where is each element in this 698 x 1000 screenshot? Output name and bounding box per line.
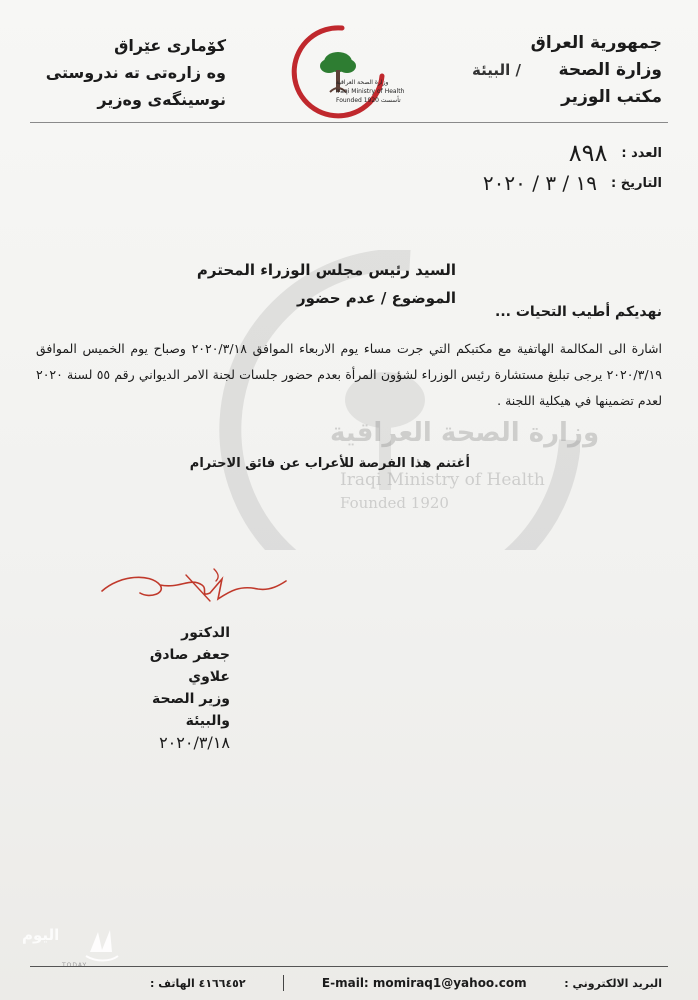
footer-email-label: البريد الالكتروني :	[564, 976, 662, 990]
number-label: العدد :	[621, 145, 662, 161]
closing-line: أغتنم هذا الفرصة للأعراب عن فائق الاحترام	[189, 456, 470, 471]
phone-label: الهاتف :	[150, 976, 195, 990]
logo-english: Iraqi Ministry of Health	[336, 88, 405, 95]
header-left-block	[36, 32, 226, 113]
signer-title: الدكتور	[181, 625, 230, 641]
watermark-arabic: وزارة الصحة العراقية	[330, 418, 600, 448]
subject: الموضوع / عدم حضور	[296, 289, 456, 307]
date-label: التاريخ :	[611, 175, 662, 191]
signature-scribble	[90, 555, 290, 625]
footer-separator	[283, 975, 284, 991]
addressee: السيد رئيس مجلس الوزراء المحترم	[196, 261, 456, 279]
footer-divider	[30, 966, 668, 967]
header-office: مكتب الوزير	[561, 87, 662, 107]
reference-block	[442, 138, 662, 198]
footer-email: E-mail: momiraq1@yahoo.com	[321, 976, 527, 990]
header-kurdish-country: كۆماری عێراق	[114, 36, 226, 55]
phone-value: ٤١٦٦٤٥٢	[198, 976, 246, 990]
footer-phone	[150, 977, 246, 990]
ministry-logo	[286, 20, 396, 120]
logo-arabic: وزارة الصحة العراقية	[336, 79, 389, 86]
watermark-english: Iraqi Ministry of Health	[340, 470, 545, 490]
header-divider	[30, 122, 668, 123]
logo-founded: Founded 1920 تأسست	[336, 97, 401, 104]
header-ministry: وزارة الصحة	[558, 60, 662, 80]
header-kurdish-ministry: وه زارەتی تە ندروستی	[45, 63, 226, 82]
header-ministry-suffix: / البيئة	[472, 61, 521, 79]
date-value: ١٩ / ٣ / ٢٠٢٠	[482, 171, 598, 195]
footer	[150, 972, 662, 994]
number-line	[442, 138, 662, 168]
header-country: جمهورية العراق	[530, 33, 662, 53]
number-value: ٨٩٨	[568, 139, 608, 167]
signer-name: جعفر صادق علاوي	[149, 647, 230, 685]
signature-date: ٢٠٢٠/٣/١٨	[159, 733, 230, 752]
letter-body: اشارة الى المكالمة الهاتفية مع مكتبكم التي جرت مساء يوم الاربعاء الموافق ٢٠٢٠/٣/١٨ وصباح يوم الخميس الموافق ٢٠٢٠/٣/١٩ يرجى تبليغ مستشارة رئيس الوزراء لشؤون المرأة بعدم حضور جلسات لجنة الامر الديواني رقم ٥٥ لسنة ٢٠٢٠ لعدم تضمينها في هيكلية اللجنة .	[36, 341, 662, 408]
signer-block	[110, 622, 230, 754]
greeting: نهديكم أطيب التحيات ...	[495, 304, 662, 320]
signer-position: وزير الصحة والبيئة	[151, 691, 230, 729]
header-ministry-row	[472, 57, 662, 84]
logo-caption	[336, 78, 416, 105]
today-overlay-arabic: اليوم	[22, 926, 60, 944]
watermark-founded: Founded 1920	[340, 494, 449, 512]
header-kurdish-office: نوسینگەی وەزیر	[97, 90, 226, 109]
header-right-block	[472, 30, 662, 111]
date-line	[442, 168, 662, 198]
